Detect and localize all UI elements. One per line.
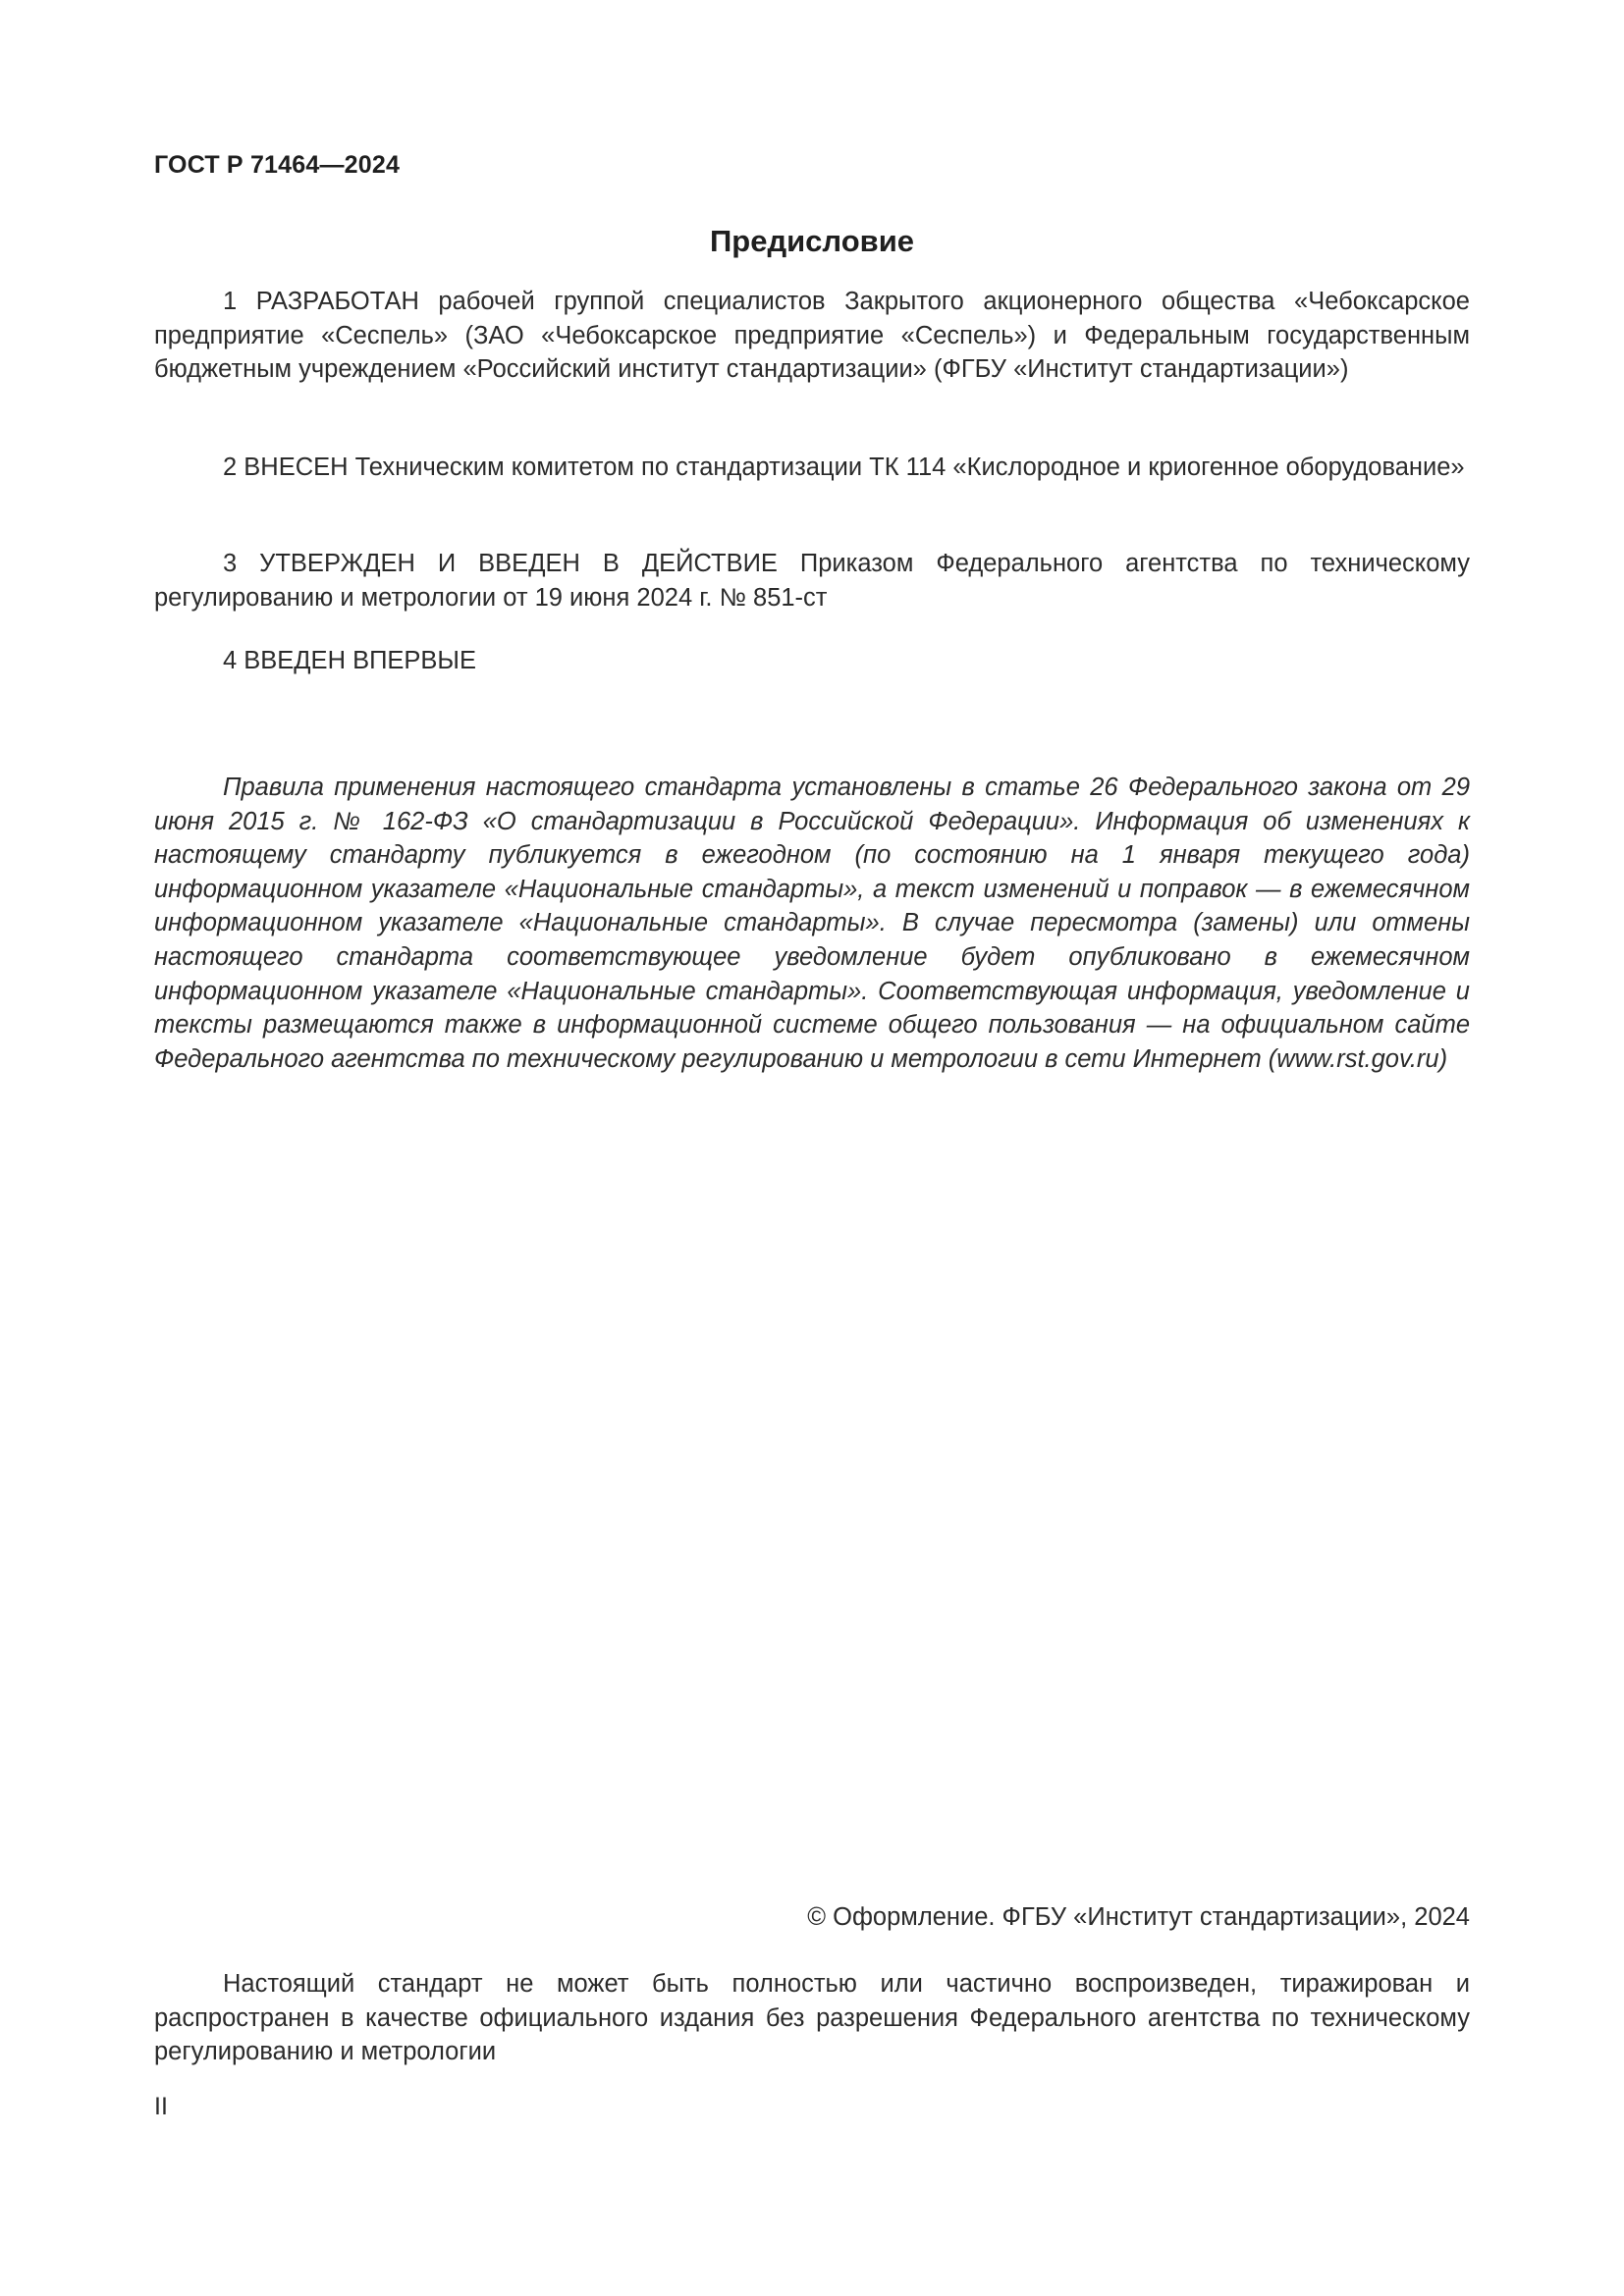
foreword-item-submitted: 2 ВНЕСЕН Техническим комитетом по стандартизации ТК 114 «Кислородное и криогенное оборудование» (223, 454, 1465, 481)
foreword-item-introduced: 4 ВВЕДЕН ВПЕРВЫЕ (223, 647, 477, 674)
page-number: II (154, 2093, 168, 2120)
copyright-notice: © Оформление. ФГБУ «Институт стандартизации», 2024 (807, 1903, 1470, 1931)
foreword-item-approved: 3 УТВЕРЖДЕН И ВВЕДЕН В ДЕЙСТВИЕ Приказом Федерального агентства по техническому регулированию и метрологии от 19 июня 2024 г. № 851-ст (154, 550, 1470, 612)
page-title: Предисловие (709, 224, 914, 258)
application-rules-note: Правила применения настоящего стандарта установлены в статье 26 Федерального закона от 29 июня 2015 г. № 162-ФЗ «О стандартизации в Российской Федерации». Информация об изменениях к настоящему стандарту публикуется в ежегодном (по состоянию на 1 января текущего года) информационном указателе «Национальные стандарты», а текст изменений и поправок — в ежемесячном информационном указателе «Национальные стандарты». В случае пересмотра (замены) или отмены настоящего стандарта соответствующее уведомление будет опубликовано в ежемесячном информационном указателе «Национальные стандарты». Соответствующая информация, уведомление и тексты размещаются также в информационной системе общего пользования — на официальном сайте Федерального агентства по техническому регулированию и метрологии в сети Интернет (www.rst.gov.ru) (154, 774, 1470, 1073)
reproduction-notice: Настоящий стандарт не может быть полностью или частично воспроизведен, тиражирован и распространен в качестве официального издания без разрешения Федерального агентства по техническому регулированию и метрологии (154, 1970, 1470, 2065)
foreword-item-developed: 1 РАЗРАБОТАН рабочей группой специалистов Закрытого акционерного общества «Чебоксарское предприятие «Сеспель» (ЗАО «Чебоксарское предприятие «Сеспель») и Федеральным государственным бюджетным учреждением «Российский институт стандартизации» (ФГБУ «Институт стандартизации») (154, 288, 1470, 383)
document-code: ГОСТ Р 71464—2024 (154, 151, 401, 179)
